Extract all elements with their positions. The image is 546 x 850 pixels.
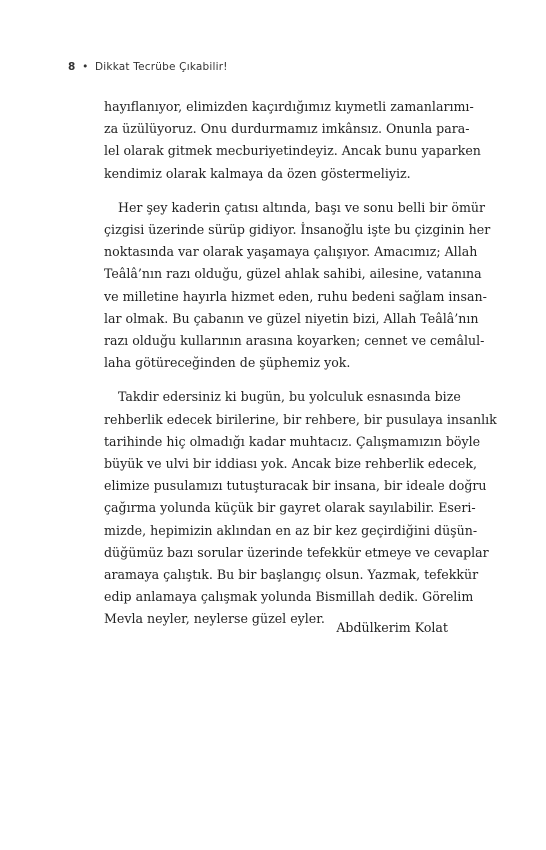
text-line: çağırma yolunda küçük bir gayret olarak sayılabilir. Eseri- (104, 500, 476, 516)
text-line: lel olarak gitmek mecburiyetindeyiz. Ancak bunu yaparken (104, 143, 481, 159)
text-line: edip anlamaya çalışmak yolunda Bismillah dedik. Görelim (104, 589, 474, 605)
text-line: ve milletine hayırla hizmet eden, ruhu bedeni sağlam insan- (104, 288, 487, 304)
text-line: Mevla neyler, neylerse güzel eyler. (104, 611, 325, 627)
paragraph-2 (104, 197, 491, 375)
body-text (104, 96, 497, 643)
text-line: hayıflanıyor, elimizden kaçırdığımız kıymetli zamanlarımı- (104, 99, 474, 114)
text-line: Teâlâ’nın razı olduğu, güzel ahlak sahibi, ailesine, vatanına (104, 266, 482, 282)
book-title: Dikkat Tecrübe Çıkabilir! (95, 61, 228, 73)
text-line: rehberlik edecek birilerine, bir rehbere, bir pusulaya insanlık (104, 411, 497, 427)
text-line: laha götüreceğinden de şüphemiz yok. (104, 355, 351, 371)
text-line: razı olduğu kullarının arasına koyarken; cennet ve cemâlul- (104, 333, 485, 349)
text-line: tarihinde hiç olmadığı kadar muhtacız. Çalışmamızın böyle (104, 433, 481, 449)
text-line: kendimiz olarak kalmaya da özen göstermeliyiz. (104, 165, 411, 181)
text-line: çizgisi üzerinde sürüp gidiyor. İnsanoğlu işte bu çizginin her (104, 222, 491, 238)
text-line: Takdir edersiniz ki bugün, bu yolculuk esnasında bize (118, 389, 461, 405)
text-line: noktasında var olarak yaşamaya çalışıyor. Amacımız; Allah (104, 244, 478, 260)
text-line: aramaya çalıştık. Bu bir başlangıç olsun. Yazmak, tefekkür (104, 567, 479, 583)
text-line: mizde, hepimizin aklından en az bir kez geçirdiğini düşün- (104, 522, 478, 538)
text-line: büyük ve ulvi bir iddiası yok. Ancak bize rehberlik edecek, (104, 456, 478, 472)
text-line: düğümüz bazı sorular üzerinde tefekkür etmeye ve cevaplar (104, 544, 489, 560)
text-line: Her şey kaderin çatısı altında, başı ve sonu belli bir ömür (118, 199, 486, 215)
text-line: za üzülüyoruz. Onu durdurmamız imkânsız. Onunla para- (104, 121, 470, 137)
paragraph-3 (104, 386, 497, 630)
text-line: lar olmak. Bu çabanın ve güzel niyetin bizi, Allah Teâlâ’nın (104, 310, 479, 326)
text-line: elimize pusulamızı tutuşturacak bir insana, bir ideale doğru (104, 478, 487, 494)
author-signature: Abdülkerim Kolat (336, 620, 448, 635)
paragraph-1 (104, 96, 481, 185)
page-number: 8 (68, 61, 76, 73)
running-header (68, 61, 228, 73)
header-separator: • (82, 61, 89, 73)
